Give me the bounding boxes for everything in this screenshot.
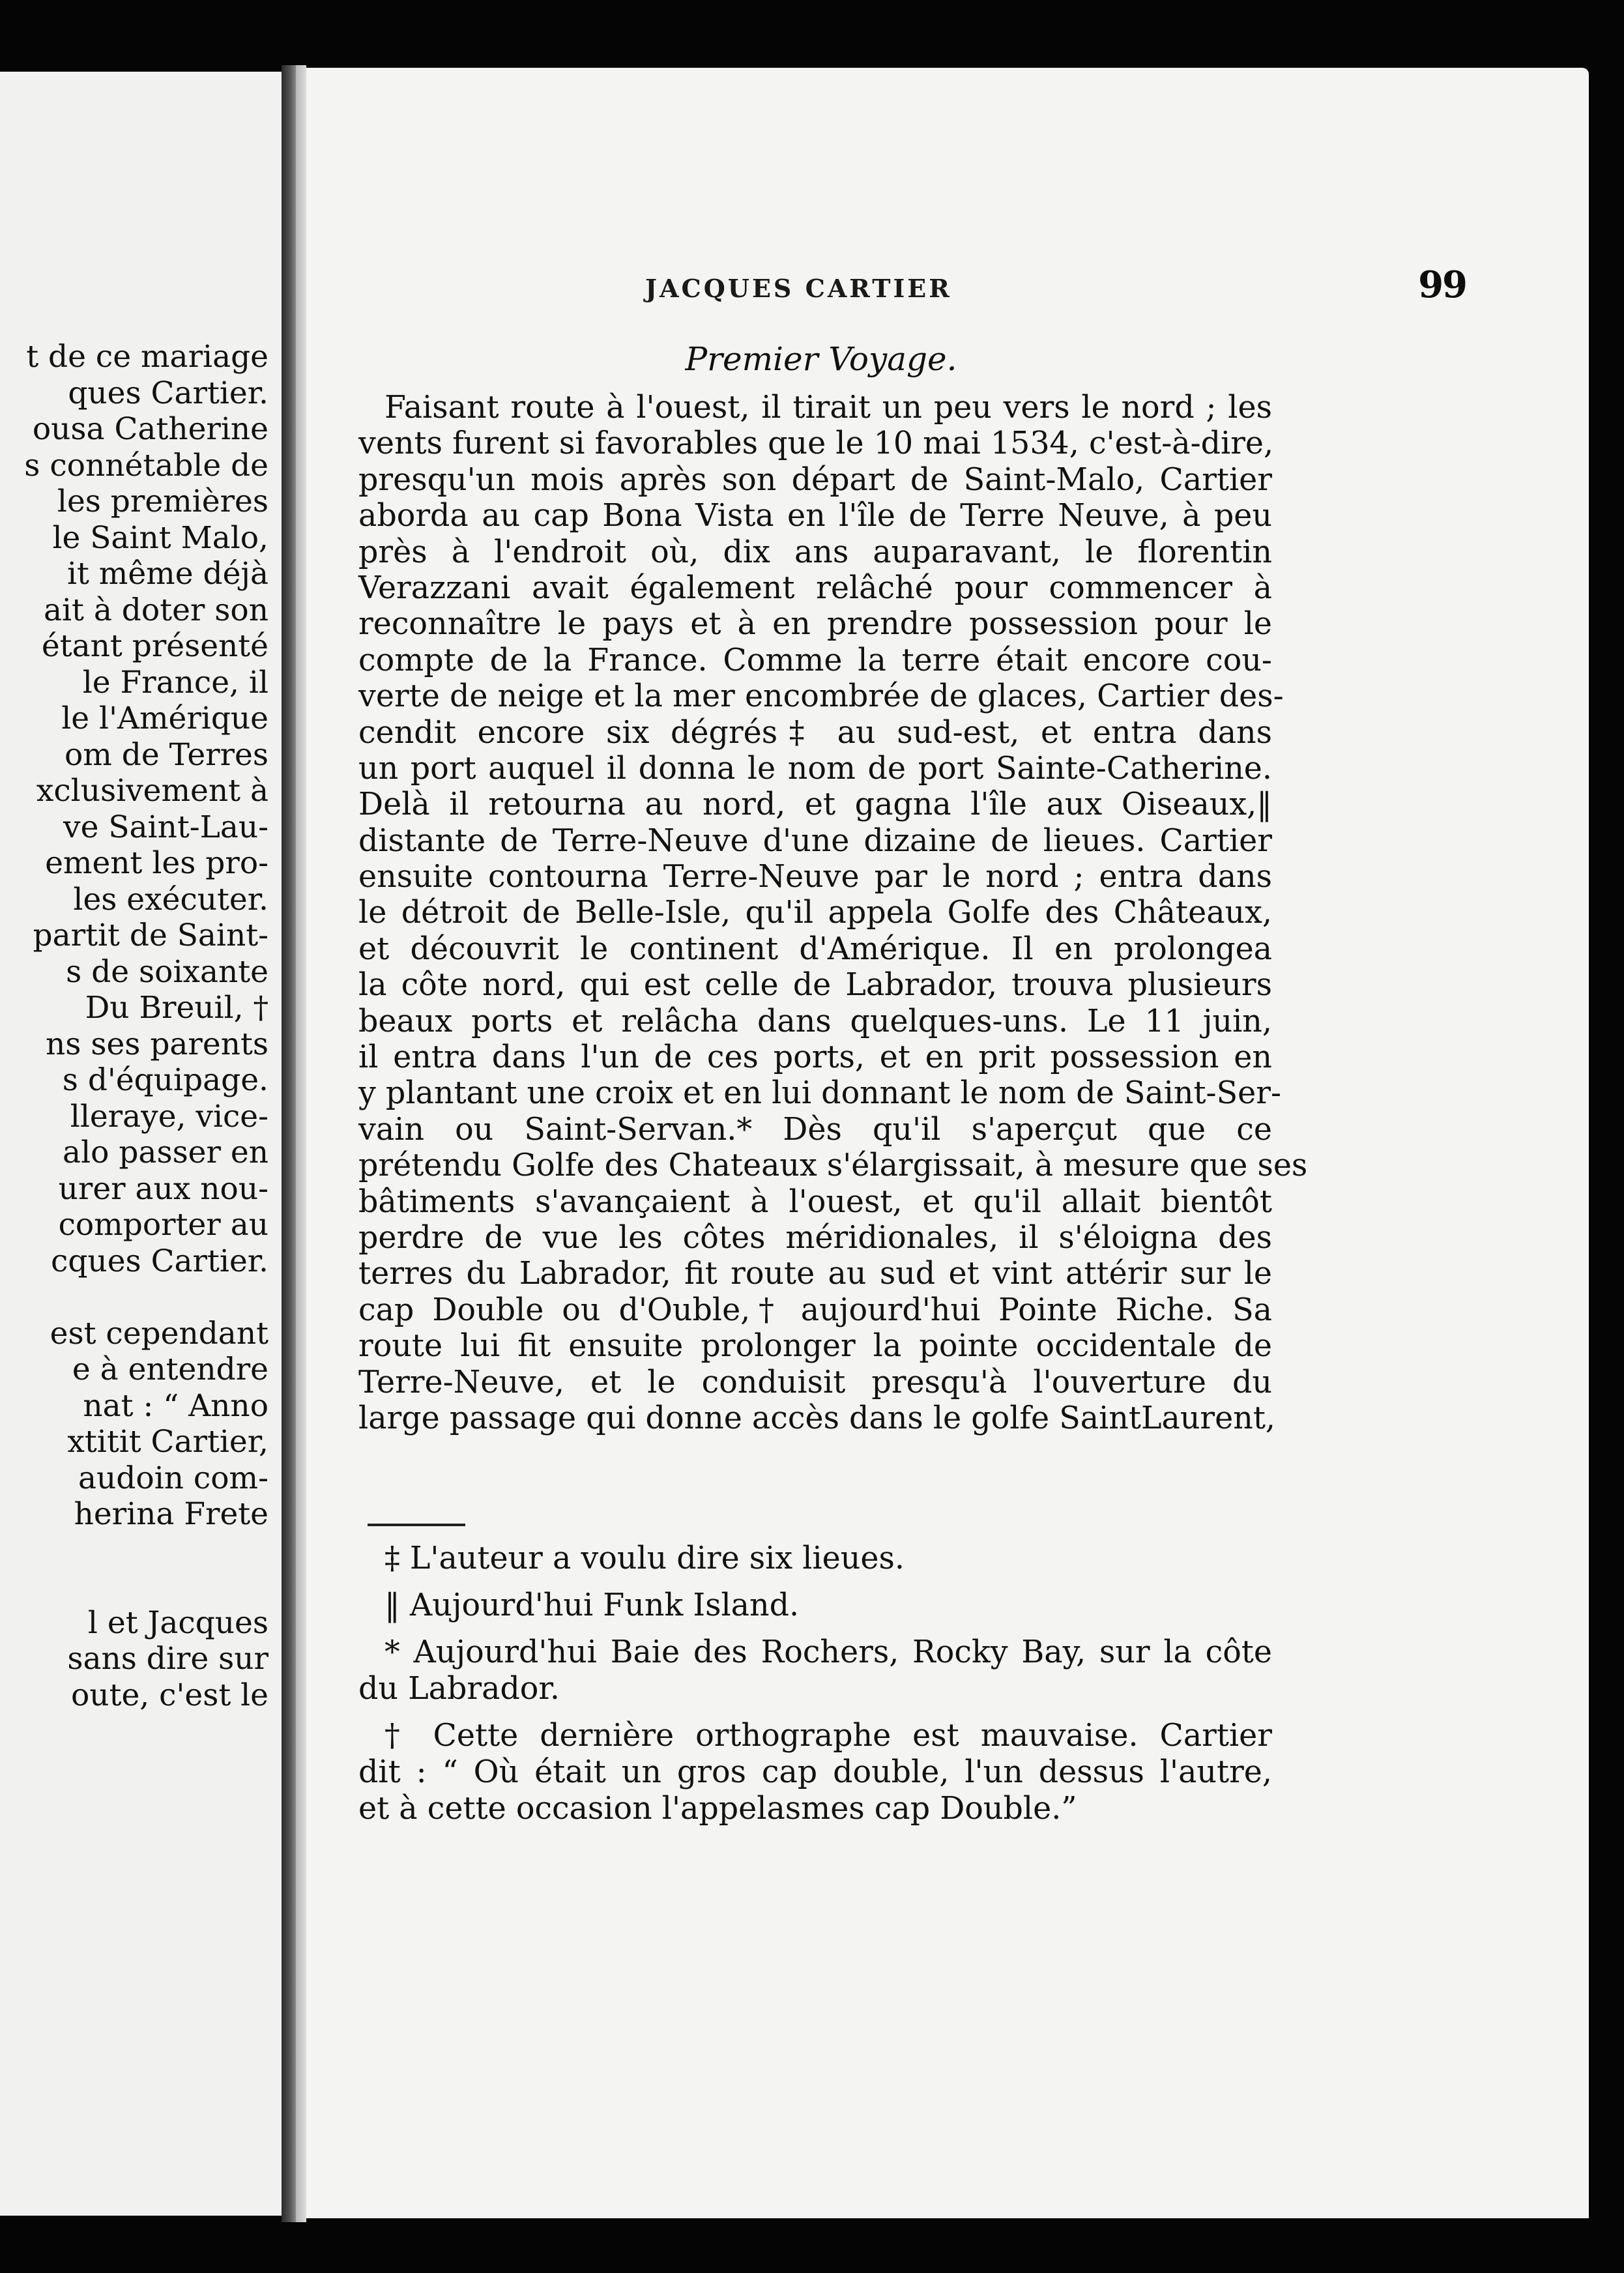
footnote-line: dit : “ Où était un gros cap double, l'un dessus l'autre, — [358, 1754, 1272, 1790]
body-line: et découvrit le continent d'Amérique. Il en prolongea — [358, 931, 1272, 967]
left-page-line: le l'Amérique — [61, 701, 268, 736]
left-page-line: ait à doter son — [43, 592, 268, 628]
body-line: ensuite contourna Terre-Neuve par le nord ; entra dans — [358, 859, 1272, 895]
left-page-line: ns ses parents — [46, 1026, 268, 1062]
body-line: Terre-Neuve, et le conduisit presqu'à l'ouverture du — [358, 1364, 1272, 1400]
footnote-line: du Labrador. — [358, 1671, 560, 1707]
left-page-line: ques Cartier. — [68, 375, 268, 411]
body-line: près à l'endroit où, dix ans auparavant, le florentin — [358, 534, 1272, 570]
footnotes — [358, 1541, 1272, 1827]
left-page-text — [0, 339, 268, 1713]
book-gutter-edge — [296, 65, 306, 2222]
body-line: y plantant une croix et en lui donnant le nom de Saint-Ser- — [358, 1075, 1282, 1112]
body-line: un port auquel il donna le nom de port Sainte-Catherine. — [358, 750, 1272, 787]
body-line: bâtiments s'avançaient à l'ouest, et qu'il allait bientôt — [358, 1183, 1272, 1220]
left-page-line: le France, il — [82, 664, 268, 701]
footnote-gap — [358, 1707, 1272, 1718]
page-number: 99 — [1418, 263, 1466, 306]
left-page-line: lleraye, vice- — [70, 1098, 268, 1135]
body-line: vents furent si favorables que le 10 mai 1534, c'est-à-dire, — [358, 426, 1274, 462]
body-line: verte de neige et la mer encombrée de glaces, Cartier des- — [358, 678, 1284, 715]
body-line: Verazzani avait également relâché pour commencer à — [358, 570, 1272, 606]
body-line: route lui fit ensuite prolonger la pointe occidentale de — [358, 1328, 1272, 1365]
body-line: prétendu Golfe des Chateaux s'élargissait, à mesure que ses — [358, 1148, 1308, 1184]
left-page-line: xclusivement à — [36, 773, 268, 809]
left-page-line: ve Saint-Lau- — [63, 809, 268, 845]
left-page-line: herina Frete — [74, 1496, 268, 1532]
body-line: la côte nord, qui est celle de Labrador, trouva plusieurs — [358, 967, 1272, 1004]
left-page-line — [0, 1279, 268, 1316]
footnote-line: † Cette dernière orthographe est mauvaise. Cartier — [384, 1718, 1272, 1754]
footnote — [358, 1634, 1272, 1707]
body-line: large passage qui donne accès dans le golfe SaintLaurent, — [358, 1400, 1276, 1436]
footnote-line: * Aujourd'hui Baie des Rochers, Rocky Bay, sur la côte — [384, 1634, 1272, 1670]
footnote-line: ‡ L'auteur a voulu dire six lieues. — [384, 1541, 905, 1576]
body-line: il entra dans l'un de ces ports, et en prit possession en — [358, 1039, 1272, 1076]
body-line: Delà il retourna au nord, et gagna l'île aux Oiseaux,‖ — [358, 787, 1272, 823]
footnote-line: et à cette occasion l'appelasmes cap Double.” — [358, 1791, 1077, 1827]
left-page-line: sans dire sur — [67, 1641, 268, 1677]
left-page-line: ement les pro- — [45, 845, 268, 881]
left-page-line: ousa Catherine — [32, 411, 268, 447]
body-line: perdre de vue les côtes méridionales, il s'éloigna des — [358, 1219, 1272, 1256]
body-line: aborda au cap Bona Vista en l'île de Terre Neuve, à peu — [358, 498, 1272, 534]
left-page-line: e à entendre — [72, 1352, 268, 1387]
footnote-rule — [368, 1524, 465, 1526]
body-line: terres du Labrador, fit route au sud et vint attérir sur le — [358, 1256, 1272, 1292]
main-page — [306, 68, 1589, 2218]
left-page-line: l et Jacques — [87, 1604, 268, 1641]
left-page-line: alo passer en — [63, 1135, 268, 1170]
left-page-line: s d'équipage. — [62, 1062, 268, 1098]
body-line: beaux ports et relâcha dans quelques-uns. Le 11 juin, — [358, 1003, 1272, 1039]
left-page-line: comporter au — [58, 1207, 268, 1243]
left-page-line: le Saint Malo, — [52, 519, 268, 556]
left-page-line: t de ce mariage — [26, 339, 268, 375]
left-facing-page — [0, 72, 282, 2216]
left-page-line: nat : “ Anno — [83, 1387, 268, 1424]
body-text — [358, 390, 1308, 1436]
left-page-line: les premières — [57, 484, 268, 519]
left-page-line: étant présenté — [41, 628, 268, 664]
left-page-line: cques Cartier. — [51, 1243, 268, 1279]
body-line: distante de Terre-Neuve d'une dizaine de lieues. Cartier — [358, 822, 1272, 859]
left-page-line: les exécuter. — [73, 881, 268, 918]
left-page-line — [0, 1533, 268, 1569]
body-line: vain ou Saint-Servan.* Dès qu'il s'aperçut que ce — [358, 1111, 1272, 1148]
footnote-gap — [358, 1624, 1272, 1634]
left-page-line: Du Breuil, † — [85, 990, 268, 1026]
body-line: reconnaître le pays et à en prendre possession pour le — [358, 606, 1272, 643]
body-line: Faisant route à l'ouest, il tirait un peu vers le nord ; les — [384, 390, 1272, 426]
book-gutter-shadow — [282, 65, 296, 2222]
body-line: compte de la France. Comme la terre était encore cou- — [358, 642, 1272, 678]
left-page-line — [0, 1569, 268, 1605]
footnote — [358, 1587, 1272, 1624]
body-line: le détroit de Belle-Isle, qu'il appela Golfe des Châteaux, — [358, 895, 1272, 931]
left-page-line: s connétable de — [24, 447, 268, 484]
footnote — [358, 1718, 1272, 1827]
running-title: JACQUES CARTIER — [645, 274, 952, 303]
running-head — [645, 263, 1466, 306]
left-page-line: audoin com- — [78, 1460, 268, 1496]
body-line: cap Double ou d'Ouble,† aujourd'hui Pointe Riche. Sa — [358, 1292, 1272, 1328]
left-page-line: urer aux nou- — [58, 1170, 268, 1207]
left-page-line: est cependant — [50, 1315, 268, 1352]
left-page-line: it même déjà — [66, 556, 268, 592]
footnote — [358, 1541, 1272, 1577]
left-page-line: oute, c'est le — [71, 1677, 268, 1713]
left-page-line: s de soixante — [66, 953, 268, 990]
footnote-line: ‖ Aujourd'hui Funk Island. — [384, 1587, 800, 1623]
section-title: Premier Voyage. — [685, 340, 957, 378]
body-line: presqu'un mois après son départ de Saint-Malo, Cartier — [358, 461, 1272, 498]
left-page-line: partit de Saint- — [33, 918, 268, 953]
body-line: cendit encore six dégrés‡ au sud-est, et entra dans — [358, 714, 1272, 751]
left-page-line: om de Terres — [64, 736, 268, 773]
footnote-gap — [358, 1577, 1272, 1587]
left-page-line: xtitit Cartier, — [67, 1424, 268, 1460]
